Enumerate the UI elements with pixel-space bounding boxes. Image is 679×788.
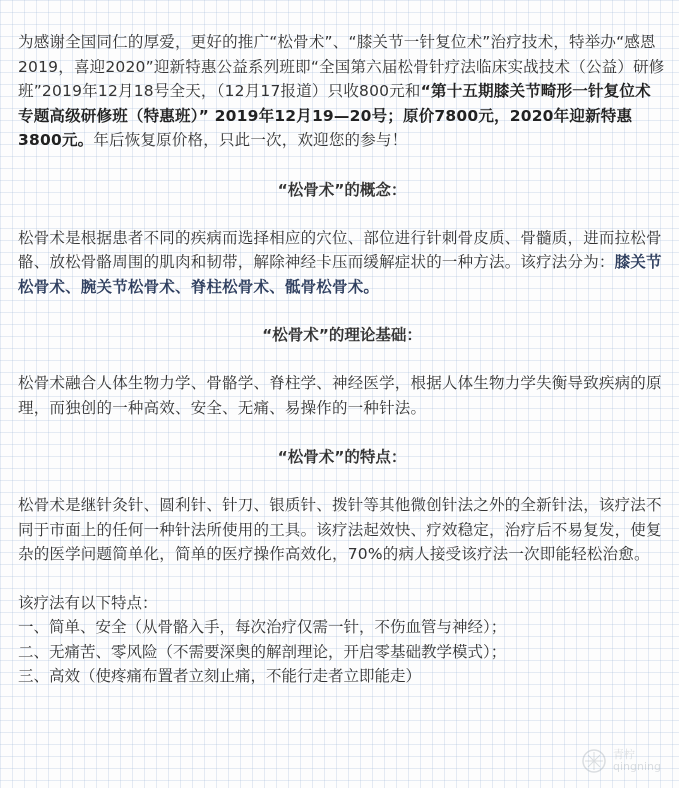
intro-paragraph xyxy=(18,30,666,153)
lemon-logo-icon xyxy=(581,748,607,774)
concept-text: 松骨术是根据患者不同的疾病而选择相应的穴位、部位进行针刺骨皮质、骨髓质，进而拉松骨骼、放松骨骼周围的肌肉和韧带，解除神经卡压而缓解症状的一种方法。该疗法分为： xyxy=(18,228,662,271)
theory-heading: “松骨术”的理论基础： xyxy=(262,326,422,344)
watermark-brand: 青柠 xyxy=(613,748,636,761)
intro-bold-offer: “第十五期膝关节畸形一针复位术专题高级研修班（特惠班）” 2019年12月19—20号；原价7800元，2020年迎新特惠3800元。 xyxy=(18,82,651,149)
watermark-sub: qingning xyxy=(613,760,661,773)
concept-heading: “松骨术”的概念： xyxy=(277,180,407,199)
concept-types: 膝关节松骨术、腕关节松骨术、脊柱松骨术、骶骨松骨术。 xyxy=(18,253,662,296)
intro-text-1: 为感谢全国同仁的厚爱，更好的推广“松骨术”、“膝关节一针复位术”治疗技术，特举办“感恩2019，喜迎2020”迎新特惠公益系列班即“全国第六届松骨针疗法临床实战技术（公益）研修班”2019年12月18号全天，（12月17报道）只收800元和 xyxy=(18,33,665,100)
features-heading: “松骨术”的特点： xyxy=(277,448,407,466)
theory-paragraph: 松骨术融合人体生物力学、骨骼学、脊柱学、神经医学，根据人体生物力学失衡导致疾病的原理，而独创的一种高效、安全、无痛、易操作的一种针法。 xyxy=(18,374,662,417)
features-list-intro: 该疗法有以下特点： xyxy=(18,593,158,612)
intro-text-2: 年后恢复原价格，只此一次，欢迎您的参与！ xyxy=(93,131,408,149)
features-list-item: 三、高效（使疼痛布置者立刻止痛，不能行走者立即能走） xyxy=(18,667,422,685)
article-body xyxy=(18,30,666,689)
features-list-item: 二、无痛苦、零风险（不需要深奥的解剖理论，开启零基础教学模式）； xyxy=(18,642,507,661)
concept-paragraph xyxy=(18,226,666,300)
features-paragraph: 松骨术是继针灸针、圆利针、针刀、银质针、拨针等其他微创针法之外的全新针法，该疗法不同于市面上的任何一种针法所使用的工具。该疗法起效快、疗效稳定，治疗后不易复发，使复杂的医学问题简单化，简单的医疗操作高效化，70%的病人接受该疗法一次即能轻松治愈。 xyxy=(18,496,662,563)
watermark xyxy=(581,748,661,774)
features-list-item: 一、简单、安全（从骨骼入手，每次治疗仅需一针，不伤血管与神经）； xyxy=(18,618,507,636)
